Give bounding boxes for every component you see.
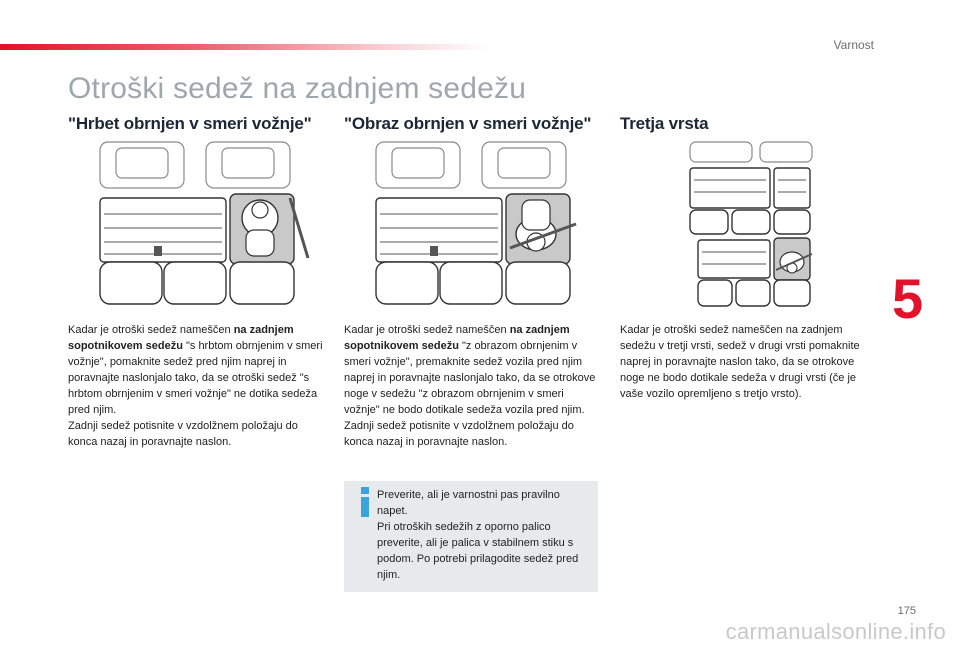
heading-third-row: Tretja vrsta [620,114,709,133]
info-note-box [344,481,598,592]
info-note-text: Preverite, ali je varnostni pas pravilno napet. Pri otroških sedežih z oporno palico preverite, ali je palica v stabilnem stiku s podom. Po potrebi prilagodite sedež pred njim. [377,489,579,581]
top-accent-bar [0,44,490,50]
illustration-third-row-child-seat [688,138,814,310]
watermark: carmanualsonline.info [725,619,946,644]
page-title: Otroški sedež na zadnjem sedežu [68,72,527,105]
text-forward-facing: Kadar je otroški sedež nameščen na zadnjem sopotnikovem sedežu "z obrazom obrnjenim v smeri vožnje", premaknite sedež vozila pred njim naprej in poravnajte naslonjalo tako, da se otrokove noge v sedežu "z obrazom obrnjenim v smeri vožnje" ne bodo dotikale sedeža vozila pred njim. Zadnji sedež potisnite v vzdolžnem položaju do konca nazaj in poravnajte naslon. [344,324,596,448]
page-number: 175 [897,605,916,617]
chapter-number: 5 [892,267,924,330]
illustration-forward-facing-child-seat [370,138,600,308]
heading-rear-facing: "Hrbet obrnjen v smeri vožnje" [68,114,312,133]
text-rear-facing: Kadar je otroški sedež nameščen na zadnjem sopotnikovem sedežu "s hrbtom obrnjenim v smeri vožnje", pomaknite sedež pred njim naprej in poravnajte naslonjalo tako, da se otroški sedež "s hrbtom obrnjenim v smeri vožnje" ne dotika sedeža pred njim. Zadnji sedež potisnite v vzdolžnem položaju do konca nazaj in poravnajte naslon. [68,324,323,448]
illustration-rear-facing-child-seat [94,138,324,308]
heading-forward-facing: "Obraz obrnjen v smeri vožnje" [344,114,592,133]
info-icon [356,485,374,519]
text-third-row: Kadar je otroški sedež nameščen na zadnjem sedežu v tretji vrsti, sedež v drugi vrsti pomaknite naprej in poravnajte naslon tako, da se otrokove noge ne bodo dotikale sedeža v drugi vrsti (če je vaše vozilo opremljeno s tretjo vrsto). [620,324,860,400]
section-header: Varnost [833,38,874,52]
